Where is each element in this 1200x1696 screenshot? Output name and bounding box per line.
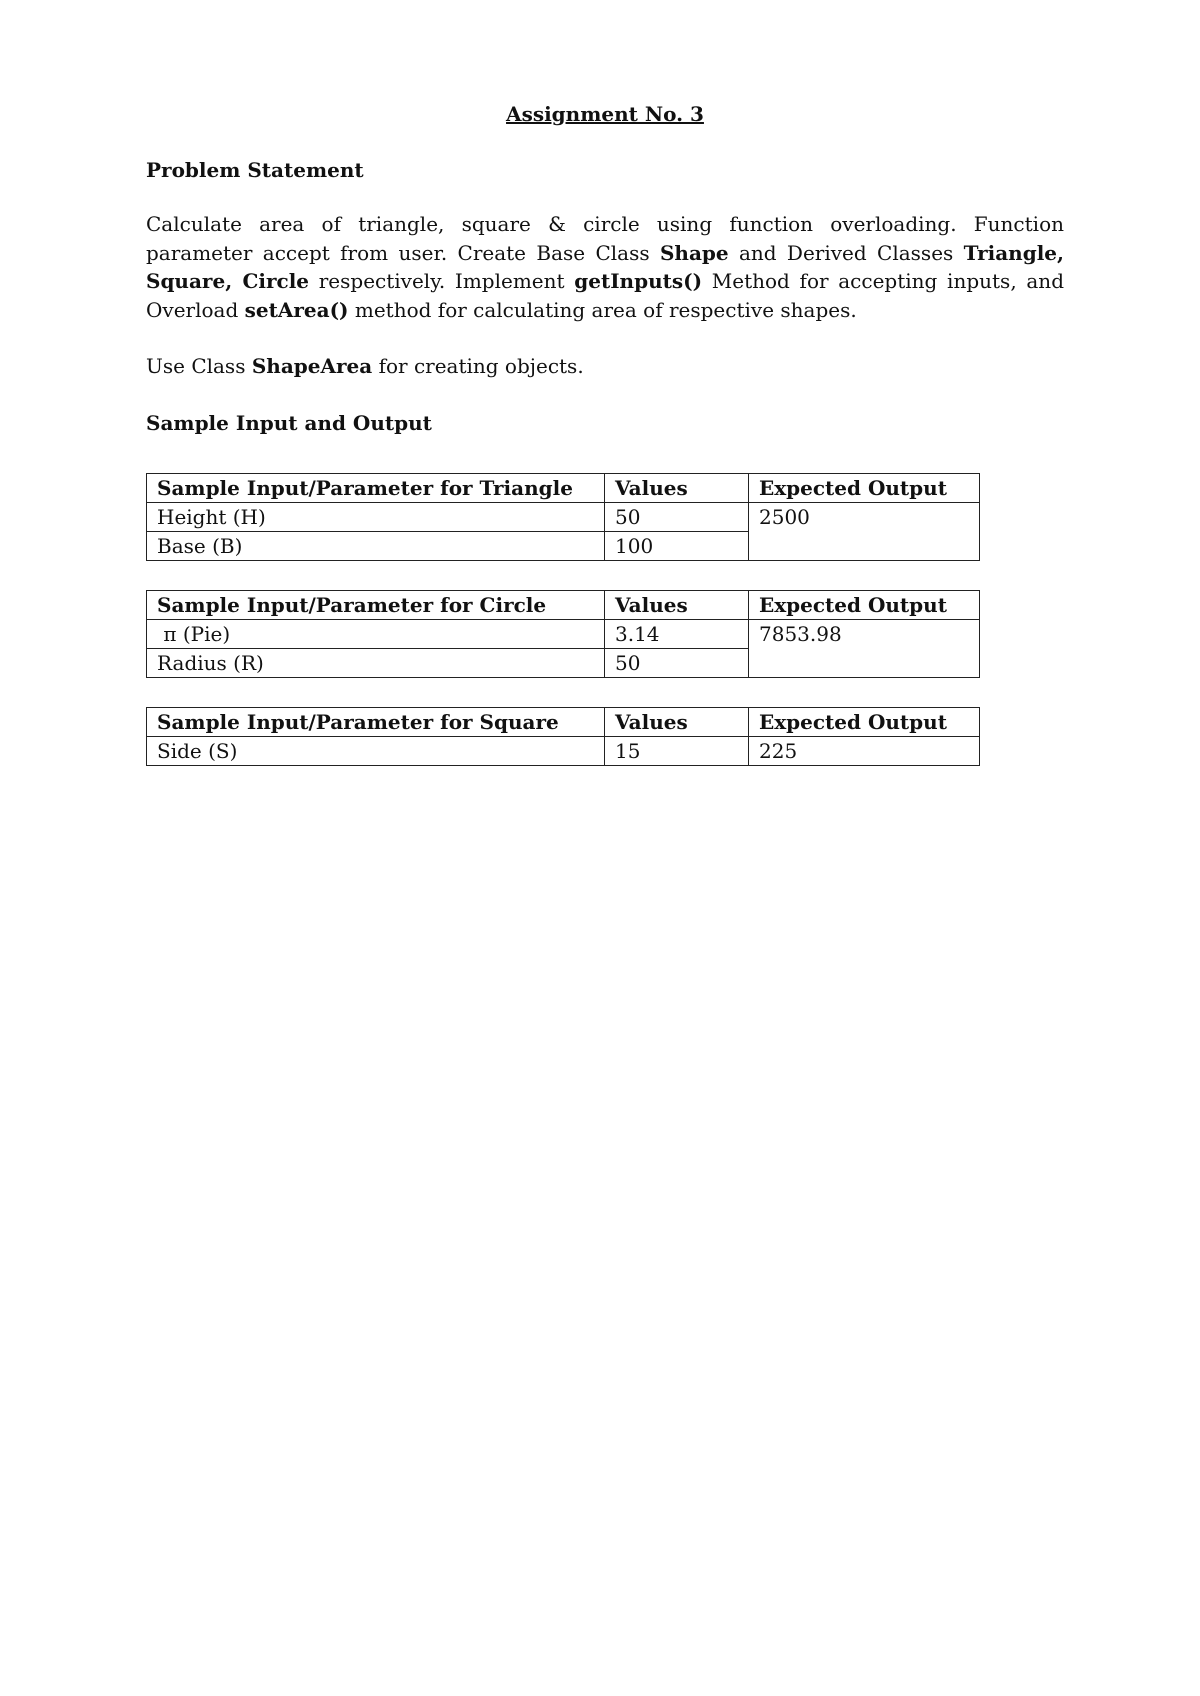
assignment-title: Assignment No. 3 <box>506 102 704 126</box>
table-row <box>147 620 980 649</box>
parameter-cell: Side (S) <box>147 737 605 766</box>
output-cell: 225 <box>749 737 980 766</box>
usage-note <box>146 352 1064 381</box>
parameter-cell: π (Pie) <box>147 620 605 649</box>
value-cell: 100 <box>605 532 749 561</box>
header-cell: Values <box>605 591 749 620</box>
method-name-setarea: setArea() <box>244 297 349 322</box>
value-cell: 3.14 <box>605 620 749 649</box>
output-cell: 7853.98 <box>749 620 980 678</box>
table-header-row <box>147 474 980 503</box>
header-cell: Values <box>605 474 749 503</box>
sample-tables <box>146 473 979 766</box>
table-header-row <box>147 708 980 737</box>
output-cell: 2500 <box>749 503 980 561</box>
header-cell: Expected Output <box>749 591 980 620</box>
header-cell: Values <box>605 708 749 737</box>
problem-statement <box>146 210 1064 324</box>
sample-heading: Sample Input and Output <box>146 410 432 435</box>
document-page <box>146 100 1064 795</box>
value-cell: 50 <box>605 503 749 532</box>
problem-heading: Problem Statement <box>146 157 364 182</box>
parameter-cell: Radius (R) <box>147 649 605 678</box>
class-name-shapearea: ShapeArea <box>251 354 373 378</box>
derived-class-names: Triangle, Square, Circle <box>146 240 1064 293</box>
usage-text: for creating objects. <box>372 354 584 378</box>
header-cell: Sample Input/Parameter for Square <box>147 708 605 737</box>
value-cell: 50 <box>605 649 749 678</box>
table-row <box>147 737 980 766</box>
usage-text: Use Class <box>146 354 252 378</box>
class-name-shape: Shape <box>659 240 729 265</box>
circle-table <box>146 590 980 678</box>
header-cell: Sample Input/Parameter for Triangle <box>147 474 605 503</box>
parameter-cell: Height (H) <box>147 503 605 532</box>
problem-text: method for calculating area of respective shapes. <box>348 297 857 322</box>
header-cell: Expected Output <box>749 708 980 737</box>
value-cell: 15 <box>605 737 749 766</box>
method-name-getinputs: getInputs() <box>574 269 703 293</box>
problem-text: Method for accepting inputs, and Overload <box>146 269 1064 322</box>
parameter-cell: Base (B) <box>147 532 605 561</box>
problem-text: and Derived Classes <box>728 240 964 265</box>
table-row <box>147 503 980 532</box>
square-table <box>146 707 980 766</box>
table-header-row <box>147 591 980 620</box>
triangle-table <box>146 473 980 561</box>
header-cell: Expected Output <box>749 474 980 503</box>
header-cell: Sample Input/Parameter for Circle <box>147 591 605 620</box>
problem-text: Calculate area of triangle, square & circle using function overloading. Function parameter accept from user. Create Base Class <box>146 212 1064 265</box>
problem-text: respectively. Implement <box>309 269 575 293</box>
